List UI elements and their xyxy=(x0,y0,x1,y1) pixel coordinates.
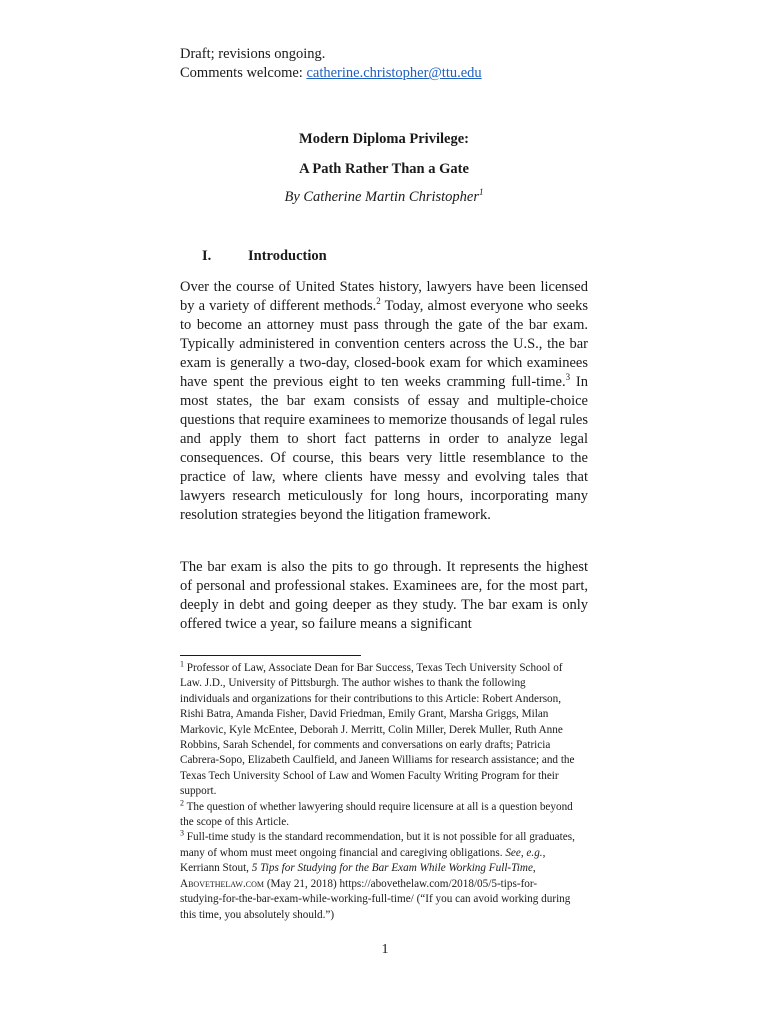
section-heading: Introduction xyxy=(248,248,327,264)
cited-source: Abovethelaw.com xyxy=(180,877,265,890)
body-paragraph-1 xyxy=(180,278,588,525)
footnote-ref-3[interactable]: 3 xyxy=(565,372,571,383)
footnote-3 xyxy=(180,830,575,922)
article-subtitle: A Path Rather Than a Gate xyxy=(299,161,469,177)
paragraph-text: In most states, the bar exam consists of essay and multiple-choice questions that require examinees to memorize thousands of legal rules and apply them to short fact patterns in order to analyze legal consequences. Of course, this bears very little resemblance to the practice of law, where clients have messy and evolving tales that lawyers research meticulously for long hours, incorporating many resolution strategies beyond the litigation framework. xyxy=(180,374,588,523)
footnote-text: Professor of Law, Associate Dean for Bar Success, Texas Tech University School of Law. J.D., University of Pittsburgh. The author wishes to thank the following individuals and organizations for their contributions to this Article: Robert Anderson, Rishi Batra, Amanda Fisher, David Friedman, Emily Grant, Marsha Griggs, Milan Markovic, Kyle McEntee, Deborah J. Merritt, Colin Miller, Derek Muller, Ruth Anne Robbins, Sarah Schendel, for comments and conversations on early drafts; Patricia Cabrera-Sopo, Elizabeth Caulfield, and Janeen Williams for research assistance; and the Texas Tech University School of Law and Women Faculty Writing Program for their support. xyxy=(180,662,575,798)
footnote-text: The question of whether lawyering should require licensure at all is a question beyond the scope of this Article. xyxy=(180,800,573,829)
draft-header xyxy=(180,45,482,83)
comments-line xyxy=(180,64,482,83)
comments-label: Comments welcome: xyxy=(180,65,307,81)
footnote-number: 3 xyxy=(180,828,184,838)
footnote-ref-1[interactable]: 1 xyxy=(479,187,484,198)
footnote-2 xyxy=(180,797,575,831)
body-paragraph-2: The bar exam is also the pits to go through. It represents the highest of personal and professional stakes. Examinees are, for the most part, deeply in debt and going deeper as they study. The bar exam is only offered twice a year, so failure means a significant xyxy=(180,559,588,632)
draft-notice: Draft; revisions ongoing. xyxy=(180,46,326,62)
footnote-number: 2 xyxy=(180,797,184,807)
citation-signal: See, e.g. xyxy=(505,846,543,859)
author-name: By Catherine Martin Christopher xyxy=(284,189,480,205)
footnote-text: Full-time study is the standard recommendation, but it is not possible for all graduates, many of whom must meet ongoing financial and caregiving obligations. xyxy=(180,831,575,859)
footnotes xyxy=(180,661,575,923)
paragraph-text: Over the course of United States history, lawyers have been licensed by a variety of different methods. xyxy=(180,279,588,314)
footnote-text: (May 21, 2018) https://abovethelaw.com/2018/05/5-tips-for-studying-for-the-bar-exam-while-working-full-time/ (“If you can avoid working during this time, you absolutely should.”) xyxy=(180,877,571,921)
author-byline xyxy=(180,189,588,206)
footnote-separator xyxy=(180,655,361,656)
author-email-link[interactable]: catherine.christopher@ttu.edu xyxy=(306,65,482,81)
footnote-number: 1 xyxy=(180,659,184,669)
paragraph-text: Today, almost everyone who seeks to become an attorney must pass through the gate of the bar exam. Typically administered in convention centers across the U.S., the bar exam is generally a two-day, closed-book exam for which examinees have spent the previous eight to ten weeks cramming full-time. xyxy=(180,298,588,390)
footnote-text: , Kerriann Stout, xyxy=(180,846,546,875)
section-number: I. xyxy=(202,248,212,264)
footnote-text: , xyxy=(532,862,536,875)
cited-article-title: 5 Tips for Studying for the Bar Exam While Working Full-Time xyxy=(251,862,533,875)
article-title: Modern Diploma Privilege: xyxy=(299,131,469,147)
page-number: 1 xyxy=(381,942,389,957)
footnote-1 xyxy=(180,661,575,800)
footnote-ref-2[interactable]: 2 xyxy=(376,296,381,307)
